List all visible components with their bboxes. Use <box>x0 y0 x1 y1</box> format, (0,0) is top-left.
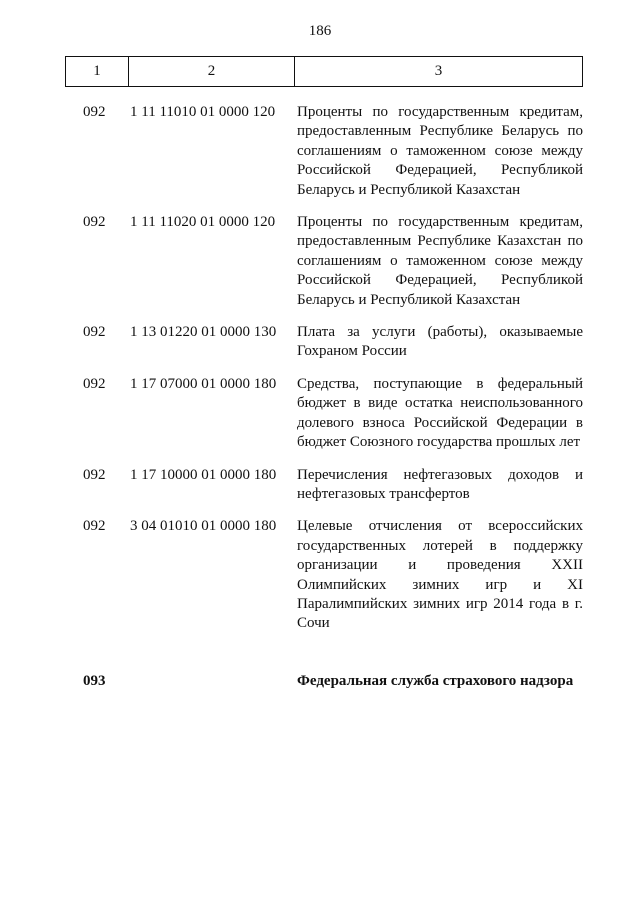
revenue-name: Проценты по государственным кредитам, предоставленным Республике Казахстан по соглашениям о таможенном союзе между Российской Федерацией, Республикой Беларусь и Республикой Казахстан <box>297 214 583 308</box>
revenue-code: 1 17 07000 01 0000 180 <box>130 375 277 392</box>
admin-code: 092 <box>83 375 106 392</box>
admin-code: 092 <box>83 214 106 231</box>
column-header-3: 3 <box>434 63 443 79</box>
admin-code: 092 <box>83 518 106 535</box>
revenue-name: Плата за услуги (работы), оказываемые Гохраном России <box>297 324 583 360</box>
admin-code: 092 <box>83 466 106 483</box>
section-heading-row <box>0 672 640 691</box>
table-row <box>0 103 640 200</box>
admin-code: 092 <box>83 324 106 341</box>
column-header-row <box>65 56 583 87</box>
column-header-2: 2 <box>129 57 295 86</box>
table-row <box>0 323 640 362</box>
revenue-code: 3 04 01010 01 0000 180 <box>130 518 277 535</box>
revenue-name: Целевые отчисления от всероссийских государственных лотерей в поддержку организации и проведения XXII Олимпийских зимних игр и XI Паралимпийских зимних игр 2014 года в г. Сочи <box>297 518 583 632</box>
revenue-name: Средства, поступающие в федеральный бюджет в виде остатка неиспользованного долевого взноса Российской Федерации в бюджет Союзного государства прошлых лет <box>297 375 583 451</box>
table-row <box>0 213 640 310</box>
table-body <box>0 103 640 691</box>
page-number: 186 <box>308 23 332 39</box>
section-heading: Федеральная служба страхового надзора <box>297 672 574 689</box>
revenue-name: Перечисления нефтегазовых доходов и нефтегазовых трансфертов <box>297 466 583 502</box>
revenue-name: Проценты по государственным кредитам, предоставленным Республике Беларусь по соглашениям о таможенном союзе между Российской Федерацией, Республикой Беларусь и Республикой Казахстан <box>297 104 583 198</box>
admin-code: 092 <box>83 104 106 120</box>
revenue-code: 1 11 11020 01 0000 120 <box>130 214 276 231</box>
table-row <box>0 466 640 505</box>
revenue-code: 1 11 11010 01 0000 120 <box>130 104 276 120</box>
column-header-1: 1 <box>66 57 129 86</box>
revenue-code: 1 13 01220 01 0000 130 <box>130 324 277 341</box>
admin-code: 093 <box>83 672 106 689</box>
table-row <box>0 375 640 453</box>
table-row <box>0 517 640 633</box>
revenue-code: 1 17 10000 01 0000 180 <box>130 466 277 483</box>
